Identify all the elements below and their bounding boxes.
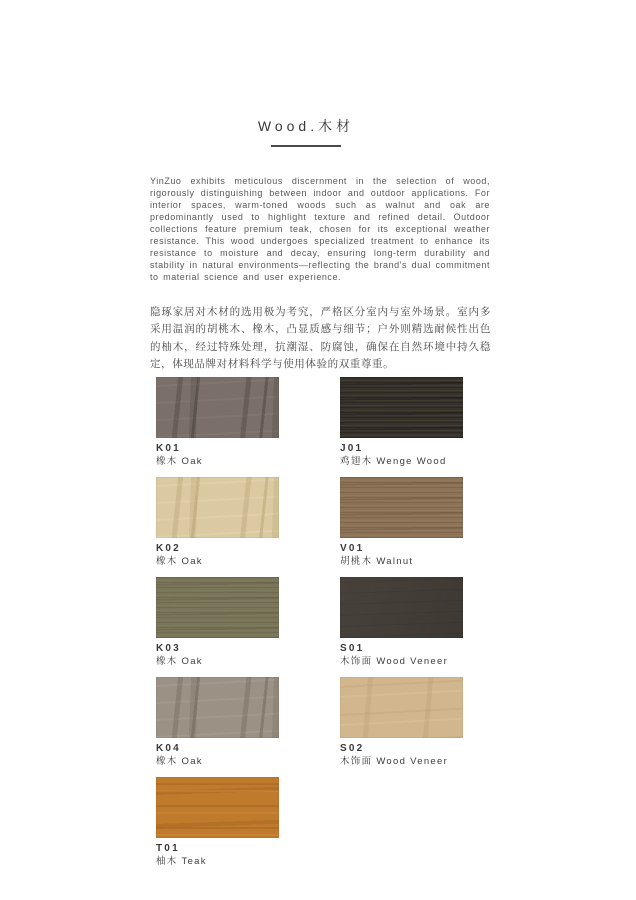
wood-sample-image bbox=[340, 377, 463, 438]
wood-name: 胡桃木 Walnut bbox=[340, 556, 414, 567]
intro-paragraph-english: YinZuo exhibits meticulous discernment in the selection of wood, rigorously distinguishing between indoor and outdoor applications. For interior spaces, warm-toned woods such as walnut and oak are predominantly used to highlight texture and refined detail. Outdoor collections feature premium teak, chosen for its exceptional weather resistance. This wood undergoes specialized treatment to enhance its resistance to moisture and decay, ensuring long-term durability and stability in natural environments—reflecting the brand's dual commitment to material science and user experience. bbox=[150, 176, 490, 282]
swatch-caption bbox=[156, 743, 279, 767]
wood-swatch bbox=[156, 777, 279, 877]
swatch-caption bbox=[340, 543, 463, 567]
wood-name: 橡木 Oak bbox=[156, 656, 203, 667]
page-title: Wood.木材 bbox=[257, 118, 355, 134]
wood-code: V01 bbox=[340, 543, 365, 554]
wood-code: T01 bbox=[156, 843, 180, 854]
swatch-caption bbox=[156, 643, 279, 667]
wood-swatch bbox=[340, 677, 463, 777]
swatch-caption bbox=[156, 443, 279, 467]
swatch-caption bbox=[340, 643, 463, 667]
wood-code: S02 bbox=[340, 743, 365, 754]
wood-sample-image bbox=[156, 377, 279, 438]
title-underline bbox=[271, 145, 341, 147]
wood-swatch bbox=[340, 377, 463, 477]
wood-swatch bbox=[156, 477, 279, 577]
wood-swatch bbox=[340, 577, 463, 677]
wood-code: K04 bbox=[156, 743, 181, 754]
wood-sample-image bbox=[156, 777, 279, 838]
wood-swatch bbox=[156, 677, 279, 777]
wood-name: 木饰面 Wood Veneer bbox=[340, 656, 449, 667]
wood-sample-image bbox=[156, 577, 279, 638]
wood-sample-image bbox=[340, 577, 463, 638]
swatch-caption bbox=[156, 843, 279, 867]
swatch-caption bbox=[340, 743, 463, 767]
wood-name: 鸡翅木 Wenge Wood bbox=[340, 456, 447, 467]
wood-name: 木饰面 Wood Veneer bbox=[340, 756, 449, 767]
wood-swatch bbox=[156, 577, 279, 677]
wood-name: 柚木 Teak bbox=[156, 856, 207, 867]
wood-name: 橡木 Oak bbox=[156, 556, 203, 567]
wood-code: K01 bbox=[156, 443, 181, 454]
wood-code: K03 bbox=[156, 643, 181, 654]
wood-sample-image bbox=[156, 677, 279, 738]
wood-sample-image bbox=[340, 477, 463, 538]
swatch-caption bbox=[340, 443, 463, 467]
wood-swatch bbox=[340, 477, 463, 577]
wood-code: S01 bbox=[340, 643, 365, 654]
wood-name: 橡木 Oak bbox=[156, 456, 203, 467]
wood-sample-image bbox=[156, 477, 279, 538]
intro-paragraph-chinese: 隐琢家居对木材的选用极为考究，严格区分室内与室外场景。室内多采用温润的胡桃木、橡木，凸显质感与细节；户外则精选耐候性出色的柚木，经过特殊处理，抗潮湿、防腐蚀，确保在自然环境中持久稳定，体现品牌对材料科学与使用体验的双重尊重。 bbox=[150, 305, 491, 371]
section-header bbox=[136, 116, 476, 147]
wood-name: 橡木 Oak bbox=[156, 756, 203, 767]
wood-sample-image bbox=[340, 677, 463, 738]
wood-code: J01 bbox=[340, 443, 364, 454]
swatch-caption bbox=[156, 543, 279, 567]
wood-code: K02 bbox=[156, 543, 181, 554]
wood-swatch-grid bbox=[156, 377, 463, 877]
wood-swatch bbox=[156, 377, 279, 477]
